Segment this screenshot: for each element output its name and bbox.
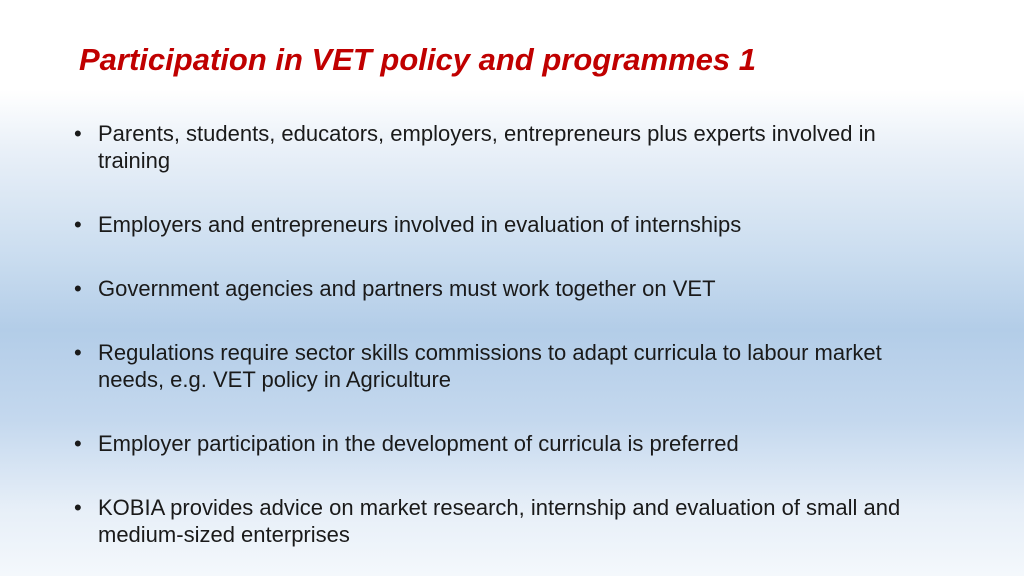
bullet-dot-icon: • bbox=[74, 212, 82, 237]
bullet-item bbox=[72, 430, 952, 457]
bullet-item bbox=[72, 339, 952, 393]
bullet-text: Parents, students, educators, employers, entrepreneurs plus experts involved in training bbox=[98, 121, 876, 173]
bullet-item bbox=[72, 120, 952, 174]
bullet-item bbox=[72, 211, 952, 238]
bullet-dot-icon: • bbox=[74, 431, 82, 456]
bullet-text: Employer participation in the development of curricula is preferred bbox=[98, 431, 739, 456]
bullet-dot-icon: • bbox=[74, 495, 82, 520]
bullet-list bbox=[72, 120, 952, 548]
bullet-dot-icon: • bbox=[74, 276, 82, 301]
bullet-text: Government agencies and partners must work together on VET bbox=[98, 276, 716, 301]
bullet-item bbox=[72, 494, 952, 548]
bullet-text: Employers and entrepreneurs involved in evaluation of internships bbox=[98, 212, 742, 237]
slide-title: Participation in VET policy and programmes 1 bbox=[79, 42, 756, 77]
bullet-dot-icon: • bbox=[74, 340, 82, 365]
bullet-text: KOBIA provides advice on market research, internship and evaluation of small and medium-sized enterprises bbox=[98, 495, 901, 547]
bullet-text: Regulations require sector skills commissions to adapt curricula to labour market needs, e.g. VET policy in Agriculture bbox=[98, 340, 882, 392]
bullet-dot-icon: • bbox=[74, 121, 82, 146]
bullet-item bbox=[72, 275, 952, 302]
